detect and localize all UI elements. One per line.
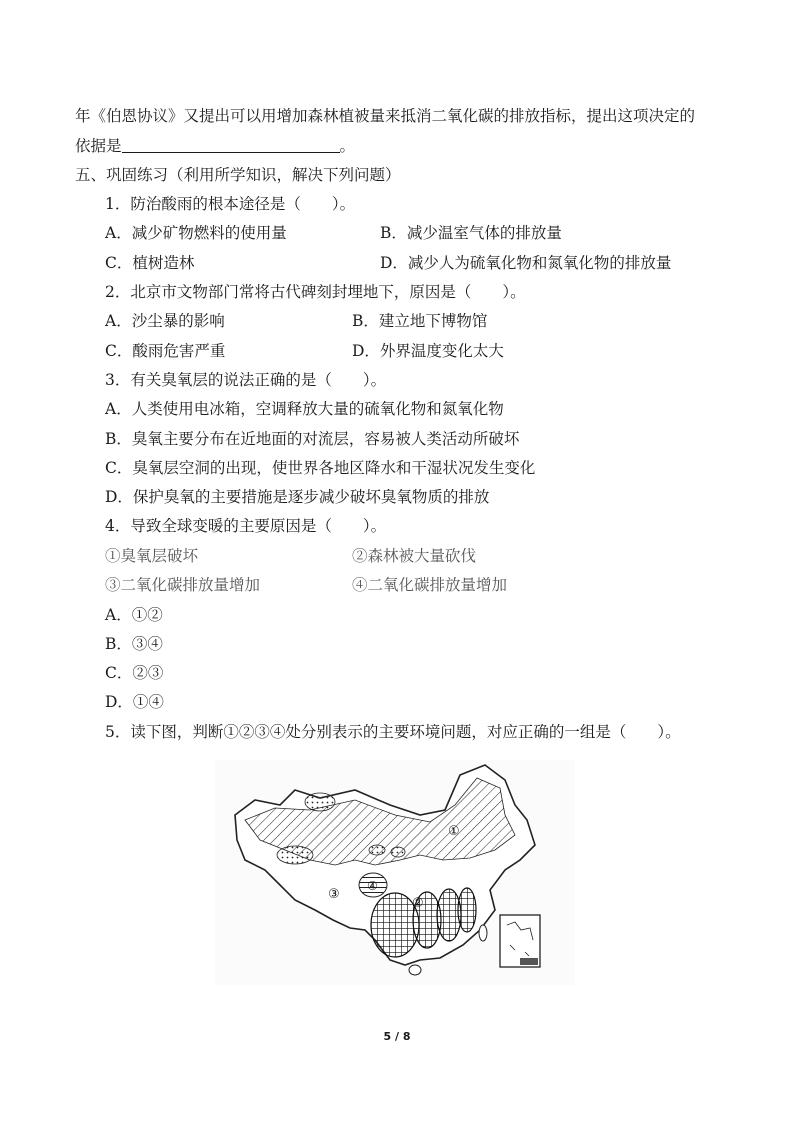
option: B．③④	[105, 635, 163, 653]
desert-patch	[391, 847, 405, 857]
paragraph-line-answer	[75, 136, 355, 156]
section-heading: 五、巩固练习（利用所学知识，解决下列问题）	[75, 166, 401, 184]
option: C．②③	[105, 664, 164, 682]
option: D．减少人为硫氧化物和氮氧化物的排放量	[380, 254, 672, 272]
option: B．臭氧主要分布在近地面的对流层，容易被人类活动所破坏	[105, 430, 520, 448]
numbered-item: ④二氧化碳排放量增加	[352, 576, 508, 594]
china-environment-map	[215, 760, 575, 985]
numbered-item: ②森林被大量砍伐	[352, 547, 477, 565]
numbered-item: ①臭氧层破坏	[105, 547, 199, 565]
option: D．保护臭氧的主要措施是逐步减少破坏臭氧物质的排放	[105, 488, 490, 506]
label-1: ①	[448, 824, 460, 839]
question-stem: 1．防治酸雨的根本途径是（ ）。	[105, 195, 356, 213]
hainan-island	[409, 965, 421, 975]
question-stem: 4．导致全球变暖的主要原因是（ ）。	[105, 517, 387, 535]
answer-prefix: 依据是	[75, 137, 122, 155]
paragraph-line: 年《伯恩协议》又提出可以用增加森林植被量来抵消二氧化碳的排放指标，提出这项决定的	[75, 107, 696, 125]
option: C．臭氧层空洞的出现，使世界各地区降水和干湿状况发生变化	[105, 459, 536, 477]
numbered-item: ③二氧化碳排放量增加	[105, 576, 261, 594]
desert-patch	[305, 793, 335, 811]
answer-suffix: 。	[339, 137, 356, 155]
inset-scale-bar	[520, 958, 538, 965]
desert-patch	[277, 846, 313, 864]
option: D．外界温度变化太大	[352, 342, 504, 360]
option: A．①②	[105, 606, 163, 624]
label-2: ②	[412, 896, 424, 911]
label-4: ④	[367, 879, 378, 893]
region-2-grid	[437, 889, 461, 941]
question-stem: 3．有关臭氧层的说法正确的是（ ）。	[105, 371, 387, 389]
option: C．植树造林	[105, 254, 195, 272]
option: D．①④	[105, 693, 164, 711]
answer-blank[interactable]	[122, 136, 340, 153]
taiwan-island	[479, 925, 487, 941]
label-3: ③	[328, 887, 340, 902]
option: A．减少矿物燃料的使用量	[105, 224, 287, 242]
desert-patch	[369, 845, 385, 855]
option: B．减少温室气体的排放量	[380, 224, 562, 242]
option: A．人类使用电冰箱，空调释放大量的硫氧化物和氮氧化物	[105, 400, 504, 418]
question-stem: 2．北京市文物部门常将古代碑刻封埋地下，原因是（ ）。	[105, 283, 526, 301]
option: C．酸雨危害严重	[105, 342, 226, 360]
option: B．建立地下博物馆	[352, 312, 488, 330]
page-number: 5 / 8	[383, 1030, 411, 1043]
region-2-grid	[458, 888, 476, 932]
option: A．沙尘暴的影响	[105, 312, 225, 330]
question-stem: 5．读下图，判断①②③④处分别表示的主要环境问题，对应正确的一组是（ ）。	[105, 723, 681, 741]
